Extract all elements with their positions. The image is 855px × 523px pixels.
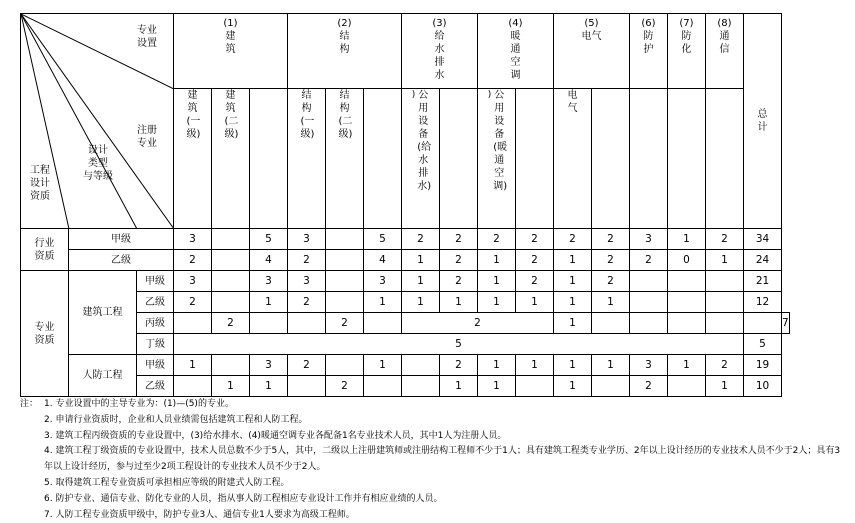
value-cell (212, 355, 250, 376)
value-cell (516, 376, 554, 397)
value-cell: 1 (402, 292, 440, 313)
group-header-electrical: (5) 电气 (554, 14, 630, 89)
note-item (44, 492, 844, 508)
group-header-communication: (8) 通信 (706, 14, 744, 89)
value-cell: 3 (288, 271, 326, 292)
group-header-architecture: (1) 建筑 (174, 14, 288, 89)
value-cell: 2 (440, 355, 478, 376)
value-cell (592, 376, 630, 397)
total-header: 总计 (744, 14, 782, 229)
value-cell: 1 (554, 376, 592, 397)
value-cell: 3 (364, 271, 402, 292)
value-cell: 1 (250, 376, 288, 397)
value-cell: 1 (516, 292, 554, 313)
value-cell: 2 (212, 313, 250, 334)
value-cell: 2 (288, 250, 326, 271)
reg-water-empty (440, 89, 478, 229)
value-cell: 1 (554, 355, 592, 376)
grade-label: 甲级 (69, 229, 174, 250)
value-cell (630, 313, 668, 334)
value-cell (288, 376, 326, 397)
value-cell (212, 229, 250, 250)
value-cell (668, 376, 706, 397)
value-cell: 2 (706, 229, 744, 250)
value-cell: 1 (440, 376, 478, 397)
value-cell: 2 (440, 229, 478, 250)
footnotes (20, 397, 844, 523)
value-cell (326, 229, 364, 250)
value-cell: 2 (516, 250, 554, 271)
group-header-chemical-defense: (7) 防化 (668, 14, 706, 89)
value-cell: 3 (288, 229, 326, 250)
value-cell (250, 313, 288, 334)
value-cell: 2 (592, 229, 630, 250)
value-cell (364, 376, 402, 397)
reg-structure-empty (364, 89, 402, 229)
table-row (21, 229, 790, 250)
value-cell: 3 (630, 355, 668, 376)
note-item (44, 429, 844, 445)
grade-label: 甲级 (137, 271, 174, 292)
reg-structure-2: 结构(二级) (326, 89, 364, 229)
value-cell: 3 (174, 271, 212, 292)
value-cell (212, 250, 250, 271)
value-cell: 1 (478, 355, 516, 376)
value-cell (288, 313, 326, 334)
table-row (21, 376, 790, 397)
value-cell: 2 (592, 250, 630, 271)
value-cell (326, 355, 364, 376)
reg-communication (706, 89, 744, 229)
value-cell: 1 (554, 292, 592, 313)
value-cell: 2 (174, 292, 212, 313)
reg-electrical: 电气 (554, 89, 592, 229)
value-cell: 2 (516, 271, 554, 292)
total-cell: 19 (744, 355, 782, 376)
diagonal-header-cell (21, 14, 174, 229)
total-cell: 5 (744, 334, 782, 355)
value-cell: 1 (554, 271, 592, 292)
value-cell: 2 (706, 355, 744, 376)
building-engineering-label: 建筑工程 (69, 271, 137, 355)
value-cell: 1 (592, 292, 630, 313)
value-cell (364, 313, 402, 334)
value-cell: 1 (402, 271, 440, 292)
value-cell: 2 (288, 292, 326, 313)
grade-label: 乙级 (137, 376, 174, 397)
table-row (21, 334, 790, 355)
value-cell (706, 271, 744, 292)
note-text: 6. 防护专业、通信专业、防化专业的人员，指从事人防工程相应专业设计工作并有相应业绩的人员。 (44, 493, 443, 504)
value-cell: 3 (174, 229, 212, 250)
value-cell (402, 376, 440, 397)
value-cell: 1 (554, 313, 592, 334)
value-cell (326, 250, 364, 271)
value-cell: 1 (706, 250, 744, 271)
reg-structure-1: 结构(一级) (288, 89, 326, 229)
note-item (20, 397, 844, 413)
total-cell: 10 (744, 376, 782, 397)
value-cell: 2 (326, 376, 364, 397)
value-cell (326, 271, 364, 292)
grade-label: 丁级 (137, 334, 174, 355)
value-cell (668, 292, 706, 313)
value-cell (706, 292, 744, 313)
value-cell: 5 (364, 229, 402, 250)
merged-water-hvac-cell: 2 (402, 313, 554, 334)
value-cell: 1 (592, 355, 630, 376)
value-cell: 1 (554, 250, 592, 271)
value-cell: 5 (250, 229, 288, 250)
group-header-water: (3) 给水排水 (402, 14, 478, 89)
reg-chemical (668, 89, 706, 229)
value-cell (212, 292, 250, 313)
value-cell: 2 (478, 229, 516, 250)
engineering-qualification-label: 工程 设计 资质 (30, 165, 50, 202)
table-row (21, 271, 790, 292)
specialty-setting-label: 专业 设置 (137, 25, 157, 49)
table-row (21, 250, 790, 271)
value-cell: 1 (212, 376, 250, 397)
value-cell: 2 (326, 313, 364, 334)
value-cell: 1 (478, 250, 516, 271)
value-cell: 1 (668, 355, 706, 376)
value-cell (402, 355, 440, 376)
note-item (44, 413, 844, 429)
value-cell: 2 (630, 250, 668, 271)
total-cell: 24 (744, 250, 782, 271)
value-cell: 0 (668, 250, 706, 271)
notes-prefix: 注： (20, 399, 39, 409)
reg-architecture-empty (250, 89, 288, 229)
value-cell (706, 313, 744, 334)
total-cell: 12 (744, 292, 782, 313)
value-cell: 1 (364, 292, 402, 313)
reg-architecture-1: 建筑(一级) (174, 89, 212, 229)
reg-electrical-empty (592, 89, 630, 229)
total-cell: 7 (782, 313, 790, 334)
registered-specialty-label: 注册 专业 (137, 125, 157, 149)
value-cell: 1 (668, 229, 706, 250)
industry-qualification-label: 行业资质 (21, 229, 69, 271)
value-cell (668, 313, 706, 334)
civil-defense-label: 人防工程 (69, 355, 137, 397)
value-cell: 2 (402, 229, 440, 250)
value-cell: 1 (174, 355, 212, 376)
table-row (21, 313, 790, 334)
value-cell (668, 271, 706, 292)
value-cell: 2 (630, 376, 668, 397)
value-cell (630, 292, 668, 313)
specialty-qualification-label: 专业资质 (21, 271, 69, 397)
value-cell: 2 (554, 229, 592, 250)
note-text: 1. 专业设置中的主导专业为：(1)—(5)的专业。 (44, 399, 234, 409)
value-cell (630, 271, 668, 292)
value-cell: 3 (250, 271, 288, 292)
value-cell: 3 (630, 229, 668, 250)
value-cell: 2 (440, 250, 478, 271)
value-cell: 2 (592, 271, 630, 292)
total-cell: 21 (744, 271, 782, 292)
group-header-protection: (6) 防护 (630, 14, 668, 89)
value-cell: 2 (440, 271, 478, 292)
note-item (44, 476, 844, 492)
note-item (44, 444, 844, 476)
value-cell: 1 (516, 355, 554, 376)
reg-water: ) 公用设备(给水排水) (402, 89, 440, 229)
value-cell: 2 (174, 250, 212, 271)
grade-label: 乙级 (137, 292, 174, 313)
value-cell (592, 313, 630, 334)
design-type-label: 设计 类型 与等级 (83, 145, 113, 182)
grade-label: 甲级 (137, 355, 174, 376)
note-text: 3. 建筑工程丙级资质的专业设置中，(3)给水排水、(4)暖通空调专业各配备1名专业技术人员，其中1人为注册人员。 (44, 430, 507, 441)
value-cell: 2 (288, 355, 326, 376)
value-cell: 4 (250, 250, 288, 271)
group-header-hvac: (4) 暖通空调 (478, 14, 554, 89)
group-header-structure: (2) 结构 (288, 14, 402, 89)
staffing-table (20, 13, 790, 397)
value-cell: 1 (478, 376, 516, 397)
value-cell (212, 271, 250, 292)
reg-hvac-empty (516, 89, 554, 229)
value-cell: 1 (250, 292, 288, 313)
value-cell: 1 (364, 355, 402, 376)
grade-label: 乙级 (69, 250, 174, 271)
value-cell: 1 (402, 250, 440, 271)
value-cell: 1 (478, 271, 516, 292)
reg-protection (630, 89, 668, 229)
total-cell: 34 (744, 229, 782, 250)
value-cell: 1 (478, 292, 516, 313)
value-cell: 4 (364, 250, 402, 271)
value-cell (174, 313, 212, 334)
grade-label: 丙级 (137, 313, 174, 334)
value-cell: 1 (706, 376, 744, 397)
value-cell: 1 (440, 292, 478, 313)
value-cell (174, 376, 212, 397)
value-cell (744, 313, 782, 334)
note-text: 4. 建筑工程丁级资质的专业设置中，技术人员总数不少于5人，其中，二级以上注册建筑师或注册结构工程师不少于1人；具有建筑工程类专业学历、2年以上设计经历的专业技术人员不少于2人；具有3年以上设计经历，参与过至少2项工程设计的专业技术人员不少于2人。 (44, 446, 841, 473)
reg-hvac: ) 公用设备(暖通空调) (478, 89, 516, 229)
value-cell: 3 (250, 355, 288, 376)
value-cell: 2 (516, 229, 554, 250)
note-text: 7. 人防工程专业资质甲级中，防护专业3人、通信专业1人要求为高级工程师。 (44, 509, 355, 520)
merged-total-staff-cell: 5 (174, 334, 744, 355)
value-cell (326, 292, 364, 313)
note-text: 5. 取得建筑工程专业资质可承担相应等级的附建式人防工程。 (44, 477, 290, 488)
note-text: 2. 申请行业资质时，企业和人员业绩需包括建筑工程和人防工程。 (44, 414, 308, 425)
reg-architecture-2: 建筑(二级) (212, 89, 250, 229)
table-row (21, 292, 790, 313)
table-row (21, 355, 790, 376)
